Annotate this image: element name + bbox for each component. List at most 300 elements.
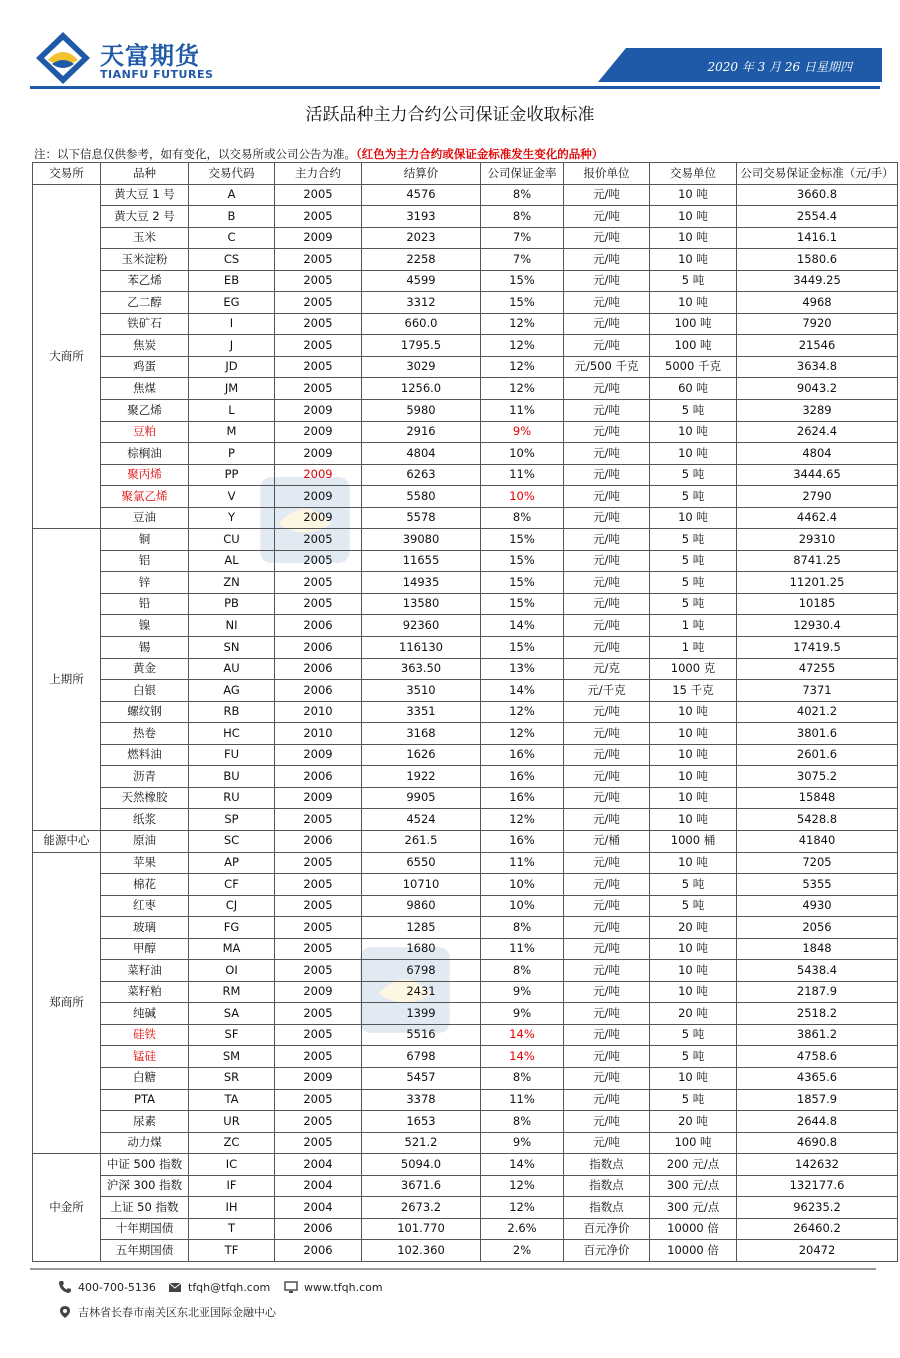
cell-code: RB bbox=[189, 701, 275, 723]
cell-code: T bbox=[189, 1218, 275, 1240]
cell-price: 1626 bbox=[362, 744, 481, 766]
cell-contract: 2005 bbox=[275, 1046, 362, 1068]
cell-unit: 元/吨 bbox=[564, 593, 650, 615]
cell-lot: 10 吨 bbox=[650, 938, 737, 960]
cell-margin: 3289 bbox=[737, 400, 898, 422]
cell-price: 3193 bbox=[362, 206, 481, 228]
cell-code: AL bbox=[189, 550, 275, 572]
cell-contract: 2009 bbox=[275, 227, 362, 249]
cell-contract: 2005 bbox=[275, 378, 362, 400]
cell-margin: 4804 bbox=[737, 443, 898, 465]
cell-price: 5457 bbox=[362, 1067, 481, 1089]
cell-lot: 5 吨 bbox=[650, 400, 737, 422]
cell-contract: 2009 bbox=[275, 507, 362, 529]
table-row bbox=[33, 421, 898, 443]
cell-margin: 3634.8 bbox=[737, 356, 898, 378]
cell-name: 硅铁 bbox=[101, 1024, 189, 1046]
cell-contract: 2010 bbox=[275, 723, 362, 745]
cell-rate: 9% bbox=[481, 421, 564, 443]
table-row bbox=[33, 938, 898, 960]
cell-margin: 4365.6 bbox=[737, 1067, 898, 1089]
cell-price: 6798 bbox=[362, 960, 481, 982]
cell-unit: 元/吨 bbox=[564, 1089, 650, 1111]
cell-code: RM bbox=[189, 981, 275, 1003]
cell-lot: 10 吨 bbox=[650, 1067, 737, 1089]
cell-code: FU bbox=[189, 744, 275, 766]
cell-name: 纯碱 bbox=[101, 1003, 189, 1025]
cell-unit: 元/吨 bbox=[564, 464, 650, 486]
cell-lot: 100 吨 bbox=[650, 1132, 737, 1154]
cell-name: 苹果 bbox=[101, 852, 189, 874]
cell-margin: 5438.4 bbox=[737, 960, 898, 982]
cell-unit: 元/吨 bbox=[564, 1024, 650, 1046]
cell-rate: 15% bbox=[481, 529, 564, 551]
table-row bbox=[33, 572, 898, 594]
cell-price: 9905 bbox=[362, 787, 481, 809]
table-row bbox=[33, 1218, 898, 1240]
cell-margin: 7205 bbox=[737, 852, 898, 874]
cell-code: C bbox=[189, 227, 275, 249]
cell-name: 黄大豆 1 号 bbox=[101, 184, 189, 206]
cell-unit: 元/吨 bbox=[564, 1132, 650, 1154]
cell-lot: 5 吨 bbox=[650, 1046, 737, 1068]
cell-price: 3312 bbox=[362, 292, 481, 314]
cell-lot: 10 吨 bbox=[650, 184, 737, 206]
cell-name: 菜籽油 bbox=[101, 960, 189, 982]
cell-price: 13580 bbox=[362, 593, 481, 615]
cell-margin: 2518.2 bbox=[737, 1003, 898, 1025]
cell-lot: 15 千克 bbox=[650, 680, 737, 702]
cell-margin: 4462.4 bbox=[737, 507, 898, 529]
cell-contract: 2005 bbox=[275, 1024, 362, 1046]
report-date: 2020 年 3 月 26 日星期四 bbox=[707, 60, 852, 74]
table-row bbox=[33, 981, 898, 1003]
header-divider bbox=[30, 86, 880, 89]
cell-name: 黄金 bbox=[101, 658, 189, 680]
cell-margin: 10185 bbox=[737, 593, 898, 615]
cell-unit: 元/吨 bbox=[564, 787, 650, 809]
cell-price: 3378 bbox=[362, 1089, 481, 1111]
cell-price: 2258 bbox=[362, 249, 481, 271]
cell-name: 镍 bbox=[101, 615, 189, 637]
cell-contract: 2009 bbox=[275, 486, 362, 508]
cell-name: 豆粕 bbox=[101, 421, 189, 443]
table-row bbox=[33, 270, 898, 292]
cell-rate: 12% bbox=[481, 313, 564, 335]
cell-contract: 2005 bbox=[275, 852, 362, 874]
cell-rate: 9% bbox=[481, 981, 564, 1003]
cell-rate: 15% bbox=[481, 270, 564, 292]
column-header: 交易所 bbox=[33, 163, 101, 185]
cell-name: 铝 bbox=[101, 550, 189, 572]
cell-margin: 132177.6 bbox=[737, 1175, 898, 1197]
cell-code: NI bbox=[189, 615, 275, 637]
cell-price: 3671.6 bbox=[362, 1175, 481, 1197]
cell-code: AG bbox=[189, 680, 275, 702]
cell-contract: 2004 bbox=[275, 1197, 362, 1219]
cell-contract: 2005 bbox=[275, 1111, 362, 1133]
cell-lot: 10 吨 bbox=[650, 227, 737, 249]
cell-code: CJ bbox=[189, 895, 275, 917]
table-row bbox=[33, 335, 898, 357]
cell-name: 白银 bbox=[101, 680, 189, 702]
cell-margin: 3801.6 bbox=[737, 723, 898, 745]
email-icon bbox=[168, 1280, 182, 1294]
cell-name: 豆油 bbox=[101, 507, 189, 529]
cell-contract: 2010 bbox=[275, 701, 362, 723]
cell-contract: 2005 bbox=[275, 184, 362, 206]
column-header: 报价单位 bbox=[564, 163, 650, 185]
cell-code: SF bbox=[189, 1024, 275, 1046]
cell-code: SA bbox=[189, 1003, 275, 1025]
table-body bbox=[33, 184, 898, 1261]
cell-code: IF bbox=[189, 1175, 275, 1197]
cell-code: EB bbox=[189, 270, 275, 292]
cell-name: 锡 bbox=[101, 637, 189, 659]
exchange-cell: 上期所 bbox=[33, 529, 101, 831]
cell-name: 乙二醇 bbox=[101, 292, 189, 314]
table-row bbox=[33, 486, 898, 508]
cell-margin: 5428.8 bbox=[737, 809, 898, 831]
cell-code: PB bbox=[189, 593, 275, 615]
cell-rate: 8% bbox=[481, 917, 564, 939]
cell-name: 纸浆 bbox=[101, 809, 189, 831]
cell-price: 1680 bbox=[362, 938, 481, 960]
table-row bbox=[33, 1240, 898, 1262]
cell-lot: 100 吨 bbox=[650, 335, 737, 357]
cell-unit: 元/吨 bbox=[564, 270, 650, 292]
cell-unit: 元/吨 bbox=[564, 917, 650, 939]
table-row bbox=[33, 206, 898, 228]
cell-contract: 2005 bbox=[275, 292, 362, 314]
cell-name: 尿素 bbox=[101, 1111, 189, 1133]
cell-lot: 20 吨 bbox=[650, 1111, 737, 1133]
table-row bbox=[33, 1154, 898, 1176]
cell-lot: 60 吨 bbox=[650, 378, 737, 400]
cell-rate: 15% bbox=[481, 550, 564, 572]
margin-table bbox=[32, 162, 898, 1262]
monitor-icon bbox=[284, 1280, 298, 1294]
column-header: 交易代码 bbox=[189, 163, 275, 185]
cell-price: 6798 bbox=[362, 1046, 481, 1068]
cell-unit: 元/吨 bbox=[564, 421, 650, 443]
cell-lot: 5 吨 bbox=[650, 1089, 737, 1111]
cell-unit: 元/吨 bbox=[564, 744, 650, 766]
cell-rate: 12% bbox=[481, 1175, 564, 1197]
cell-margin: 17419.5 bbox=[737, 637, 898, 659]
cell-code: TF bbox=[189, 1240, 275, 1262]
website-url: www.tfqh.com bbox=[304, 1280, 383, 1294]
cell-rate: 7% bbox=[481, 249, 564, 271]
cell-price: 4576 bbox=[362, 184, 481, 206]
cell-code: EG bbox=[189, 292, 275, 314]
table-row bbox=[33, 227, 898, 249]
footer-phone bbox=[58, 1280, 156, 1294]
cell-margin: 21546 bbox=[737, 335, 898, 357]
cell-unit: 元/吨 bbox=[564, 1067, 650, 1089]
cell-price: 660.0 bbox=[362, 313, 481, 335]
cell-name: 螺纹钢 bbox=[101, 701, 189, 723]
cell-unit: 元/吨 bbox=[564, 313, 650, 335]
cell-name: 鸡蛋 bbox=[101, 356, 189, 378]
cell-contract: 2006 bbox=[275, 615, 362, 637]
cell-unit: 指数点 bbox=[564, 1154, 650, 1176]
cell-code: A bbox=[189, 184, 275, 206]
cell-lot: 5 吨 bbox=[650, 874, 737, 896]
column-header: 公司交易保证金标准（元/手） bbox=[737, 163, 898, 185]
cell-price: 1399 bbox=[362, 1003, 481, 1025]
cell-margin: 7371 bbox=[737, 680, 898, 702]
cell-lot: 300 元/点 bbox=[650, 1197, 737, 1219]
table-row bbox=[33, 809, 898, 831]
cell-margin: 4021.2 bbox=[737, 701, 898, 723]
cell-name: 锰硅 bbox=[101, 1046, 189, 1068]
cell-rate: 9% bbox=[481, 1003, 564, 1025]
cell-rate: 16% bbox=[481, 744, 564, 766]
cell-code: Y bbox=[189, 507, 275, 529]
cell-contract: 2005 bbox=[275, 313, 362, 335]
cell-contract: 2006 bbox=[275, 637, 362, 659]
cell-lot: 20 吨 bbox=[650, 917, 737, 939]
cell-code: L bbox=[189, 400, 275, 422]
cell-name: 铜 bbox=[101, 529, 189, 551]
cell-price: 521.2 bbox=[362, 1132, 481, 1154]
cell-unit: 元/吨 bbox=[564, 335, 650, 357]
cell-rate: 15% bbox=[481, 572, 564, 594]
cell-unit: 元/吨 bbox=[564, 701, 650, 723]
cell-code: CF bbox=[189, 874, 275, 896]
cell-code: FG bbox=[189, 917, 275, 939]
cell-contract: 2004 bbox=[275, 1175, 362, 1197]
cell-lot: 10 吨 bbox=[650, 809, 737, 831]
cell-price: 1285 bbox=[362, 917, 481, 939]
cell-lot: 5 吨 bbox=[650, 550, 737, 572]
cell-margin: 15848 bbox=[737, 787, 898, 809]
cell-code: IC bbox=[189, 1154, 275, 1176]
cell-margin: 2554.4 bbox=[737, 206, 898, 228]
cell-rate: 11% bbox=[481, 464, 564, 486]
cell-code: CS bbox=[189, 249, 275, 271]
cell-code: AP bbox=[189, 852, 275, 874]
table-row bbox=[33, 249, 898, 271]
cell-code: TA bbox=[189, 1089, 275, 1111]
table-row bbox=[33, 723, 898, 745]
cell-price: 102.360 bbox=[362, 1240, 481, 1262]
cell-lot: 1000 桶 bbox=[650, 830, 737, 852]
cell-code: J bbox=[189, 335, 275, 357]
cell-margin: 2601.6 bbox=[737, 744, 898, 766]
cell-contract: 2005 bbox=[275, 1089, 362, 1111]
cell-contract: 2009 bbox=[275, 443, 362, 465]
cell-unit: 元/吨 bbox=[564, 507, 650, 529]
cell-unit: 元/500 千克 bbox=[564, 356, 650, 378]
footer-website bbox=[284, 1280, 383, 1294]
cell-lot: 10 吨 bbox=[650, 701, 737, 723]
cell-rate: 2% bbox=[481, 1240, 564, 1262]
cell-name: 热卷 bbox=[101, 723, 189, 745]
table-row bbox=[33, 852, 898, 874]
cell-price: 5094.0 bbox=[362, 1154, 481, 1176]
cell-unit: 元/千克 bbox=[564, 680, 650, 702]
table-row bbox=[33, 400, 898, 422]
cell-name: 沪深 300 指数 bbox=[101, 1175, 189, 1197]
cell-lot: 5 吨 bbox=[650, 572, 737, 594]
cell-margin: 1848 bbox=[737, 938, 898, 960]
cell-price: 3510 bbox=[362, 680, 481, 702]
cell-code: PP bbox=[189, 464, 275, 486]
cell-code: UR bbox=[189, 1111, 275, 1133]
cell-code: MA bbox=[189, 938, 275, 960]
table-row bbox=[33, 917, 898, 939]
table-row bbox=[33, 895, 898, 917]
cell-name: 聚丙烯 bbox=[101, 464, 189, 486]
cell-margin: 3444.65 bbox=[737, 464, 898, 486]
cell-code: CU bbox=[189, 529, 275, 551]
table-row bbox=[33, 464, 898, 486]
cell-margin: 9043.2 bbox=[737, 378, 898, 400]
cell-price: 3029 bbox=[362, 356, 481, 378]
cell-rate: 12% bbox=[481, 701, 564, 723]
table-row bbox=[33, 507, 898, 529]
cell-price: 4524 bbox=[362, 809, 481, 831]
cell-contract: 2005 bbox=[275, 572, 362, 594]
cell-code: I bbox=[189, 313, 275, 335]
logo-english-name: TIANFU FUTURES bbox=[100, 68, 214, 81]
cell-contract: 2005 bbox=[275, 529, 362, 551]
cell-unit: 百元净价 bbox=[564, 1240, 650, 1262]
cell-rate: 8% bbox=[481, 1111, 564, 1133]
cell-unit: 元/吨 bbox=[564, 1046, 650, 1068]
table-row bbox=[33, 1089, 898, 1111]
cell-lot: 10 吨 bbox=[650, 852, 737, 874]
cell-contract: 2005 bbox=[275, 270, 362, 292]
exchange-cell: 能源中心 bbox=[33, 830, 101, 852]
cell-code: P bbox=[189, 443, 275, 465]
cell-lot: 10000 倍 bbox=[650, 1240, 737, 1262]
cell-unit: 元/吨 bbox=[564, 572, 650, 594]
cell-code: V bbox=[189, 486, 275, 508]
cell-contract: 2009 bbox=[275, 787, 362, 809]
cell-contract: 2005 bbox=[275, 1003, 362, 1025]
cell-rate: 11% bbox=[481, 852, 564, 874]
table-row bbox=[33, 787, 898, 809]
logo-chinese-name: 天富期货 bbox=[100, 42, 200, 70]
cell-name: 焦炭 bbox=[101, 335, 189, 357]
cell-lot: 10 吨 bbox=[650, 249, 737, 271]
cell-contract: 2009 bbox=[275, 400, 362, 422]
cell-rate: 13% bbox=[481, 658, 564, 680]
cell-lot: 100 吨 bbox=[650, 313, 737, 335]
cell-price: 5516 bbox=[362, 1024, 481, 1046]
cell-unit: 指数点 bbox=[564, 1197, 650, 1219]
cell-contract: 2006 bbox=[275, 766, 362, 788]
table-row bbox=[33, 744, 898, 766]
cell-name: 菜籽粕 bbox=[101, 981, 189, 1003]
cell-margin: 5355 bbox=[737, 874, 898, 896]
cell-lot: 10 吨 bbox=[650, 787, 737, 809]
cell-lot: 1000 克 bbox=[650, 658, 737, 680]
cell-price: 9860 bbox=[362, 895, 481, 917]
cell-price: 2431 bbox=[362, 981, 481, 1003]
cell-unit: 元/吨 bbox=[564, 227, 650, 249]
cell-lot: 10 吨 bbox=[650, 981, 737, 1003]
cell-unit: 元/吨 bbox=[564, 809, 650, 831]
exchange-cell: 大商所 bbox=[33, 184, 101, 529]
cell-price: 6550 bbox=[362, 852, 481, 874]
table-row bbox=[33, 615, 898, 637]
cell-rate: 12% bbox=[481, 335, 564, 357]
cell-lot: 5 吨 bbox=[650, 270, 737, 292]
cell-contract: 2009 bbox=[275, 981, 362, 1003]
cell-contract: 2005 bbox=[275, 550, 362, 572]
cell-rate: 15% bbox=[481, 593, 564, 615]
cell-rate: 12% bbox=[481, 356, 564, 378]
cell-name: 沥青 bbox=[101, 766, 189, 788]
cell-code: B bbox=[189, 206, 275, 228]
cell-margin: 3861.2 bbox=[737, 1024, 898, 1046]
cell-contract: 2006 bbox=[275, 680, 362, 702]
cell-unit: 元/吨 bbox=[564, 184, 650, 206]
cell-margin: 2624.4 bbox=[737, 421, 898, 443]
cell-lot: 1 吨 bbox=[650, 637, 737, 659]
cell-name: 动力煤 bbox=[101, 1132, 189, 1154]
cell-contract: 2005 bbox=[275, 335, 362, 357]
cell-name: 锌 bbox=[101, 572, 189, 594]
cell-lot: 1 吨 bbox=[650, 615, 737, 637]
cell-lot: 10000 倍 bbox=[650, 1218, 737, 1240]
cell-margin: 4930 bbox=[737, 895, 898, 917]
cell-rate: 8% bbox=[481, 1067, 564, 1089]
cell-price: 116130 bbox=[362, 637, 481, 659]
cell-unit: 元/吨 bbox=[564, 615, 650, 637]
cell-contract: 2009 bbox=[275, 421, 362, 443]
table-row bbox=[33, 593, 898, 615]
cell-rate: 12% bbox=[481, 723, 564, 745]
cell-margin: 4968 bbox=[737, 292, 898, 314]
cell-rate: 15% bbox=[481, 292, 564, 314]
table-row bbox=[33, 1024, 898, 1046]
table-row bbox=[33, 550, 898, 572]
cell-name: 上证 50 指数 bbox=[101, 1197, 189, 1219]
email-address: tfqh@tfqh.com bbox=[188, 1280, 271, 1294]
cell-rate: 8% bbox=[481, 206, 564, 228]
cell-rate: 2.6% bbox=[481, 1218, 564, 1240]
cell-name: 天然橡胶 bbox=[101, 787, 189, 809]
cell-unit: 元/吨 bbox=[564, 938, 650, 960]
table-row bbox=[33, 874, 898, 896]
cell-contract: 2006 bbox=[275, 658, 362, 680]
company-logo bbox=[34, 30, 214, 86]
cell-rate: 9% bbox=[481, 1132, 564, 1154]
cell-rate: 10% bbox=[481, 443, 564, 465]
cell-margin: 1857.9 bbox=[737, 1089, 898, 1111]
cell-lot: 5 吨 bbox=[650, 593, 737, 615]
cell-lot: 5 吨 bbox=[650, 464, 737, 486]
column-header: 交易单位 bbox=[650, 163, 737, 185]
cell-name: 苯乙烯 bbox=[101, 270, 189, 292]
table-row bbox=[33, 1175, 898, 1197]
cell-price: 5580 bbox=[362, 486, 481, 508]
cell-lot: 5 吨 bbox=[650, 895, 737, 917]
table-row bbox=[33, 1046, 898, 1068]
disclaimer-note bbox=[34, 146, 603, 162]
cell-price: 11655 bbox=[362, 550, 481, 572]
cell-name: 铅 bbox=[101, 593, 189, 615]
table-row bbox=[33, 1132, 898, 1154]
cell-margin: 1580.6 bbox=[737, 249, 898, 271]
cell-code: SC bbox=[189, 830, 275, 852]
cell-name: 棕榈油 bbox=[101, 443, 189, 465]
